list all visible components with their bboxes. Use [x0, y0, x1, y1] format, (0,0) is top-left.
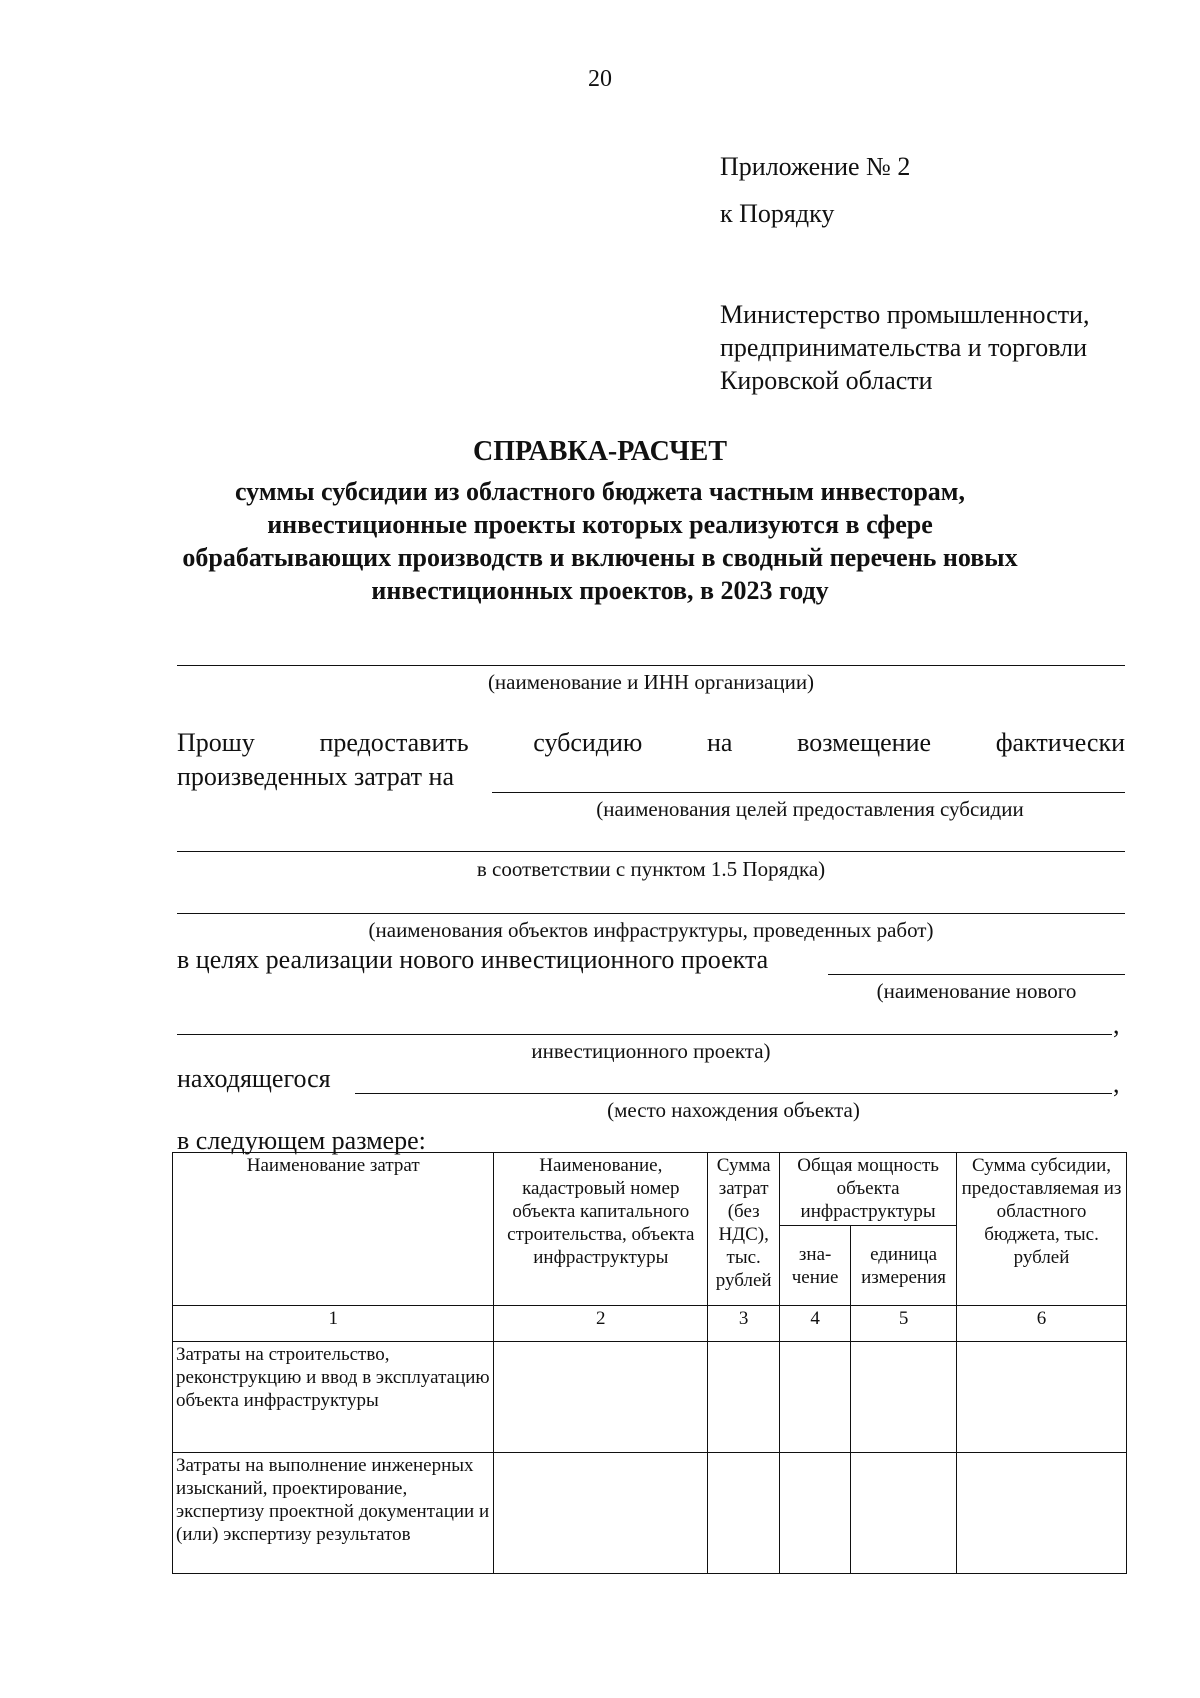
- request-word: Прошу: [177, 728, 255, 757]
- project-hint: (наименование нового: [876, 979, 1077, 1003]
- ministry-line-3: Кировской области: [720, 366, 933, 395]
- header-capacity-value: зна-чение: [780, 1226, 851, 1306]
- objects-field-line[interactable]: [177, 913, 1125, 914]
- comma: ,: [1113, 1069, 1120, 1098]
- cost-sum-cell[interactable]: [708, 1453, 780, 1574]
- amount-text: в следующем размере:: [177, 1126, 426, 1155]
- column-number: 1: [173, 1306, 494, 1342]
- subsidy-sum-cell[interactable]: [957, 1453, 1127, 1574]
- project-text: в целях реализации нового инвестиционного проекта: [177, 945, 769, 974]
- document-title: СПРАВКА-РАСЧЕТ: [472, 436, 728, 467]
- document-subtitle: [150, 475, 1050, 607]
- column-number: 3: [708, 1306, 780, 1342]
- subtitle-line-3: обрабатывающих производств и включены в сводный перечень новых: [182, 543, 1018, 572]
- request-line-1: [177, 728, 1125, 758]
- subsidy-calculation-table: [172, 1152, 1127, 1574]
- project-field-line[interactable]: [828, 974, 1125, 975]
- cost-name-cell: Затраты на строительство, реконструкцию и ввод в эксплуатацию объекта инфраструктуры: [173, 1342, 494, 1453]
- request-word: возмещение: [797, 728, 932, 757]
- table-row: [173, 1342, 1127, 1453]
- header-capacity-unit: единица измерения: [851, 1226, 957, 1306]
- table-header-row: [173, 1153, 1127, 1226]
- location-field-line[interactable]: [355, 1093, 1112, 1094]
- purpose-hint-2: в соответствии с пунктом 1.5 Порядка): [476, 857, 826, 881]
- org-name-hint: (наименование и ИНН организации): [487, 670, 815, 694]
- appendix-reference: к Порядку: [720, 199, 835, 228]
- comma: ,: [1113, 1010, 1120, 1039]
- request-word: на: [707, 728, 733, 757]
- location-hint: (место нахождения объекта): [607, 1098, 860, 1122]
- ministry-address: [720, 298, 1089, 397]
- page-number: 20: [588, 66, 612, 92]
- capacity-value-cell[interactable]: [780, 1342, 851, 1453]
- objects-hint: (наименования объектов инфраструктуры, проведенных работ): [368, 918, 934, 942]
- purpose-field-line-2[interactable]: [177, 851, 1125, 852]
- location-label: находящегося: [177, 1064, 331, 1093]
- header-subsidy-sum: Сумма субсидии, предоставляемая из областного бюджета, тыс. рублей: [957, 1153, 1127, 1306]
- subsidy-sum-cell[interactable]: [957, 1342, 1127, 1453]
- appendix-label: Приложение № 2: [720, 152, 911, 181]
- project-field-line-2[interactable]: [177, 1034, 1112, 1035]
- subtitle-line-1: суммы субсидии из областного бюджета частным инвесторам,: [234, 477, 966, 506]
- cost-sum-cell[interactable]: [708, 1342, 780, 1453]
- project-hint-2: инвестиционного проекта): [531, 1039, 771, 1063]
- capacity-value-cell[interactable]: [780, 1453, 851, 1574]
- header-cost-name: Наименование затрат: [173, 1153, 494, 1306]
- org-name-field-line[interactable]: [177, 665, 1125, 666]
- purpose-hint: (наименования целей предоставления субсидии: [596, 797, 1024, 821]
- capacity-unit-cell[interactable]: [851, 1342, 957, 1453]
- request-word: фактически: [995, 728, 1125, 757]
- header-cost-sum: Сумма затрат (без НДС), тыс. рублей: [708, 1153, 780, 1306]
- capacity-unit-cell[interactable]: [851, 1453, 957, 1574]
- column-numbers-row: [173, 1306, 1127, 1342]
- header-object-name: Наименование, кадастровый номер объекта капитального строительства, объекта инфраструктуры: [494, 1153, 708, 1306]
- column-number: 6: [957, 1306, 1127, 1342]
- request-word: субсидию: [533, 728, 643, 757]
- column-number: 5: [851, 1306, 957, 1342]
- object-name-cell[interactable]: [494, 1342, 708, 1453]
- ministry-line-2: предпринимательства и торговли: [720, 333, 1088, 362]
- table-row: [173, 1453, 1127, 1574]
- request-line-2: произведенных затрат на: [177, 762, 454, 791]
- purpose-field-line[interactable]: [492, 792, 1125, 793]
- object-name-cell[interactable]: [494, 1453, 708, 1574]
- header-capacity: Общая мощность объекта инфраструктуры: [780, 1153, 957, 1226]
- request-word: предоставить: [319, 728, 469, 757]
- column-number: 2: [494, 1306, 708, 1342]
- subtitle-line-4: инвестиционных проектов, в 2023 году: [371, 576, 829, 605]
- subtitle-line-2: инвестиционные проекты которых реализуются в сфере: [267, 510, 933, 539]
- cost-name-cell: Затраты на выполнение инженерных изысканий, проектирование, экспертизу проектной документации и (или) экспертизу результатов: [173, 1453, 494, 1574]
- ministry-line-1: Министерство промышленности,: [720, 300, 1090, 329]
- column-number: 4: [780, 1306, 851, 1342]
